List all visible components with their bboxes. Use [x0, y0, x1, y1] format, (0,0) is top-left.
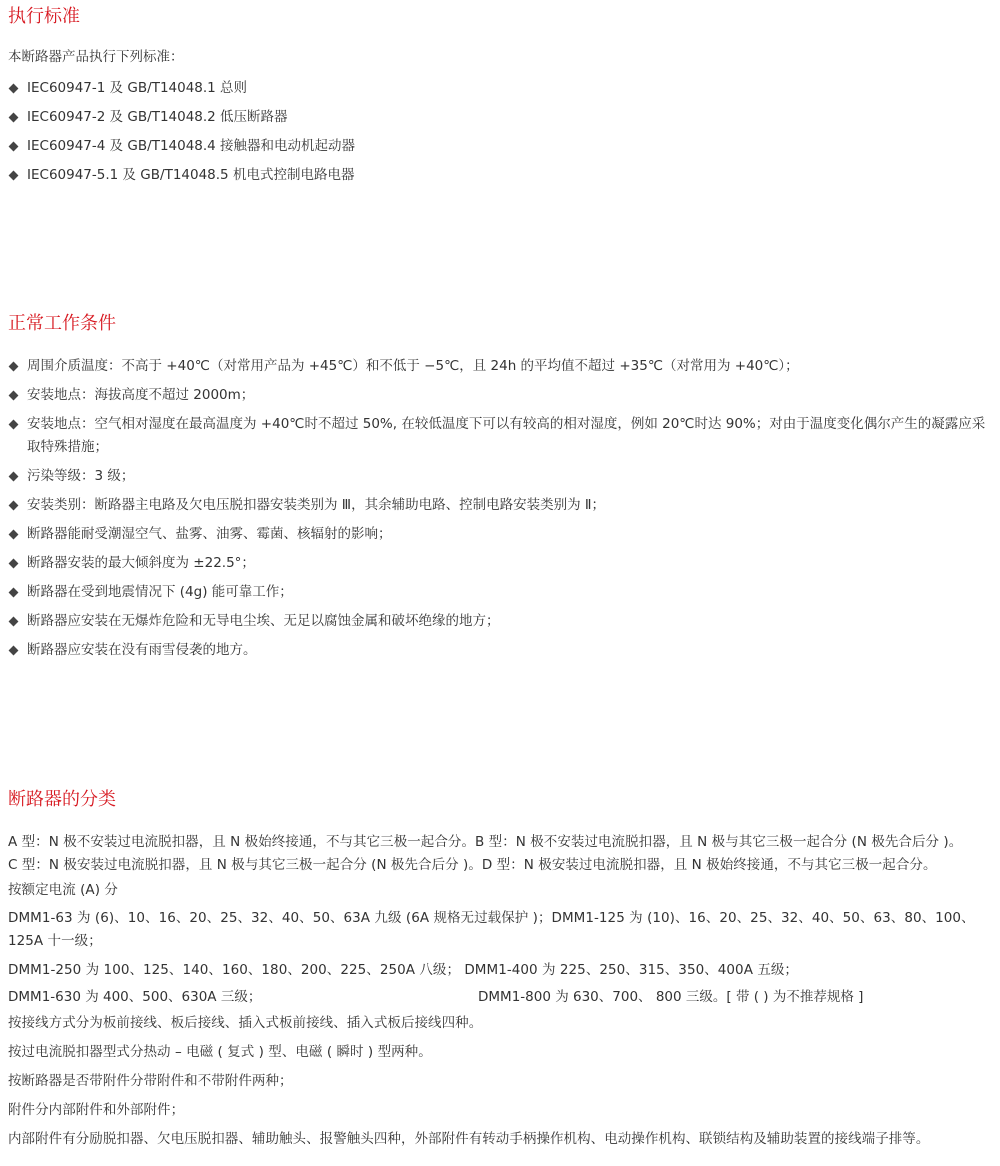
- diamond-bullet-icon: [9, 617, 19, 627]
- list-item: 安装类别：断路器主电路及欠电压脱扣器安装类别为 Ⅲ，其余辅助电路、控制电路安装类别为 Ⅱ；: [8, 494, 994, 517]
- type-cd-text: C 型：N 极安装过电流脱扣器，且 N 极与其它三极一起合分 (N 极先合后分 )。D 型：N 极安装过电流脱扣器，且 N 极始终接通，不与其它三极一起合分。: [8, 857, 937, 873]
- dmm-630-text: DMM1-630 为 400、500、630A 三级；: [8, 989, 262, 1005]
- dmm-63-125-text: DMM1-63 为 (6)、10、16、20、25、32、40、50、63A 九级 (6A 规格无过载保护 )；DMM1-125 为 (10)、16、20、25、32、40、50、63、80、100、125A 十一级；: [8, 910, 975, 949]
- diamond-bullet-icon: [9, 559, 19, 569]
- list-item: IEC60947-1 及 GB/T14048.1 总则: [8, 77, 994, 100]
- list-item: IEC60947-4 及 GB/T14048.4 接触器和电动机起动器: [8, 135, 994, 158]
- list-item: 安装地点：空气相对湿度在最高温度为 +40℃时不超过 50%, 在较低温度下可以有较高的相对湿度，例如 20℃时达 90%；对由于温度变化偶尔产生的凝露应采取特殊措施；: [8, 413, 994, 459]
- diamond-bullet-icon: [9, 171, 19, 181]
- diamond-bullet-icon: [9, 142, 19, 152]
- conditions-list: [8, 355, 994, 662]
- accessory-split-text: 附件分内部附件和外部附件；: [8, 1102, 185, 1118]
- standards-title: 执行标准: [8, 6, 80, 27]
- standards-section: [8, 6, 994, 193]
- type-ab-text: A 型：N 极不安装过电流脱扣器，且 N 极始终接通，不与其它三极一起合分。B 型：N 极不安装过电流脱扣器，且 N 极与其它三极一起合分 (N 极先合后分 )。: [8, 834, 963, 850]
- diamond-bullet-icon: [9, 420, 19, 430]
- conditions-title: 正常工作条件: [8, 313, 116, 334]
- diamond-bullet-icon: [9, 391, 19, 401]
- diamond-bullet-icon: [9, 588, 19, 598]
- list-item: 断路器应安装在无爆炸危险和无导电尘埃、无足以腐蚀金属和破坏绝缘的地方；: [8, 610, 994, 633]
- classification-section: [8, 789, 994, 1157]
- standards-list: [8, 77, 994, 187]
- dmm-250-400-text: DMM1-250 为 100、125、140、160、180、200、225、250A 八级； DMM1-400 为 225、250、315、350、400A 五级；: [8, 962, 798, 978]
- list-item: 周围介质温度：不高于 +40℃（对常用产品为 +45℃）和不低于 −5℃，且 24h 的平均值不超过 +35℃（对常用为 +40℃）；: [8, 355, 994, 378]
- list-item: 安装地点：海拔高度不超过 2000m；: [8, 384, 994, 407]
- diamond-bullet-icon: [9, 530, 19, 540]
- standards-intro: 本断路器产品执行下列标准：: [8, 49, 184, 65]
- rated-current-heading: 按额定电流 (A) 分: [8, 882, 118, 898]
- diamond-bullet-icon: [9, 646, 19, 656]
- classification-title: 断路器的分类: [8, 789, 116, 810]
- diamond-bullet-icon: [9, 501, 19, 511]
- list-item: IEC60947-2 及 GB/T14048.2 低压断路器: [8, 106, 994, 129]
- list-item: 断路器安装的最大倾斜度为 ±22.5°；: [8, 552, 994, 575]
- accessory-text: 按断路器是否带附件分带附件和不带附件两种；: [8, 1073, 293, 1089]
- accessory-detail-text: 内部附件有分励脱扣器、欠电压脱扣器、辅助触头、报警触头四种，外部附件有转动手柄操作机构、电动操作机构、联锁结构及辅助装置的接线端子排等。: [8, 1131, 930, 1147]
- wiring-method-text: 按接线方式分为板前接线、板后接线、插入式板前接线、插入式板后接线四种。: [8, 1015, 483, 1031]
- dmm-800-text: DMM1-800 为 630、700、 800 三级。[ 带 ( ) 为不推荐规格 ]: [478, 989, 864, 1005]
- diamond-bullet-icon: [9, 113, 19, 123]
- list-item: 断路器应安装在没有雨雪侵袭的地方。: [8, 639, 994, 662]
- conditions-section: [8, 313, 994, 668]
- list-item: 断路器在受到地震情况下 (4g) 能可靠工作；: [8, 581, 994, 604]
- release-type-text: 按过电流脱扣器型式分热动 – 电磁 ( 复式 ) 型、电磁 ( 瞬时 ) 型两种。: [8, 1044, 432, 1060]
- dmm-630-800-row: [8, 986, 994, 1009]
- list-item: 污染等级：3 级；: [8, 465, 994, 488]
- diamond-bullet-icon: [9, 472, 19, 482]
- list-item: IEC60947-5.1 及 GB/T14048.5 机电式控制电路电器: [8, 164, 994, 187]
- diamond-bullet-icon: [9, 84, 19, 94]
- diamond-bullet-icon: [9, 362, 19, 372]
- list-item: 断路器能耐受潮湿空气、盐雾、油雾、霉菌、核辐射的影响；: [8, 523, 994, 546]
